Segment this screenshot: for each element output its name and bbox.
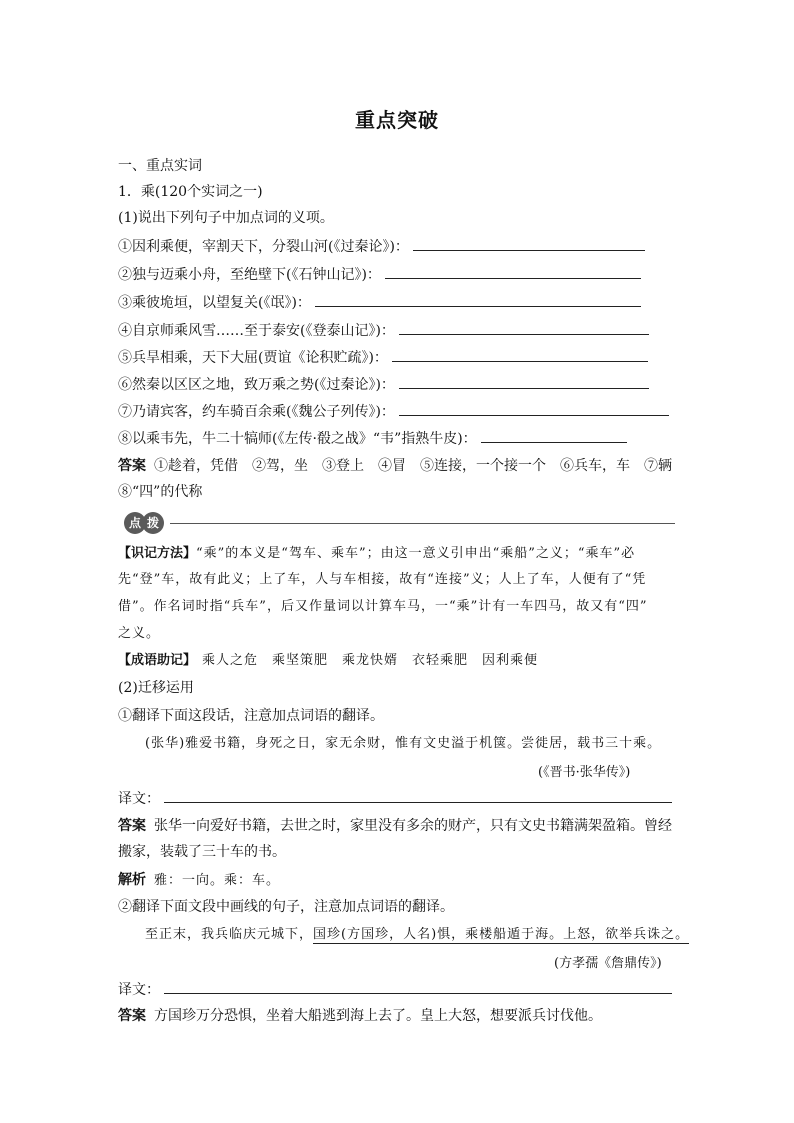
question-1-prompt: (1)说出下列句子中加点词的义项。 bbox=[118, 210, 334, 226]
underlined-sentence: 国珍(方国珍，人名)惧，乘楼船遁于海。上怒，欲举兵诛之。 bbox=[313, 927, 690, 942]
answer-label: 答案 bbox=[118, 1008, 146, 1024]
translation-1 bbox=[118, 788, 672, 809]
item-text: ①因利乘便，宰割天下，分裂山河(《过秦论》)： bbox=[118, 239, 409, 255]
answer-2 bbox=[118, 816, 672, 836]
answer-blank[interactable] bbox=[399, 320, 649, 335]
memory-line-4: 之义。 bbox=[118, 626, 161, 641]
translation-label: 译文： bbox=[118, 982, 160, 998]
answer-blank[interactable] bbox=[385, 264, 641, 279]
item-text: ⑧以乘韦先，牛二十犒师(《左传·殽之战》“韦”指熟牛皮)： bbox=[118, 431, 477, 447]
source-1: (《晋书·张华传》) bbox=[538, 765, 631, 780]
item-text: ⑦乃请宾客，约车骑百余乘(《魏公子列传》)： bbox=[118, 404, 395, 420]
item-text: ④自京师乘风雪……至于泰安(《登泰山记》)： bbox=[118, 323, 395, 339]
classical-text-2 bbox=[145, 925, 689, 945]
tip-badge-2: 拨 bbox=[142, 512, 164, 534]
idiom-label: 【成语助记】 bbox=[118, 653, 197, 668]
item-4 bbox=[118, 320, 649, 341]
analysis-label: 解析 bbox=[118, 872, 146, 888]
idiom-list: 乘人之危 乘坚策肥 乘龙快婿 衣轻乘肥 因利乘便 bbox=[202, 653, 539, 668]
question-2-prompt: (2)迁移运用 bbox=[118, 680, 194, 696]
answer-blank[interactable] bbox=[392, 347, 648, 362]
answer-blank[interactable] bbox=[413, 236, 645, 251]
item-5 bbox=[118, 347, 648, 368]
item-8 bbox=[118, 428, 627, 449]
translation-blank[interactable] bbox=[164, 979, 672, 994]
answer-1-cont: ⑧“四”的代称 bbox=[118, 484, 203, 500]
answer-blank[interactable] bbox=[399, 401, 669, 416]
item-3 bbox=[118, 292, 641, 313]
page-title: 重点突破 bbox=[355, 108, 439, 132]
memory-text: “乘”的本义是“驾车、乘车”；由这一意义引申出“乘船”之义；“乘车”必 bbox=[196, 546, 636, 561]
memory-line-2: 先“登”车，故有此义；上了车，人与车相接，故有“连接”义；人上了车，人便有了“凭 bbox=[118, 572, 647, 587]
answer-label: 答案 bbox=[118, 458, 146, 474]
item-2 bbox=[118, 264, 641, 285]
memory-label: 【识记方法】 bbox=[118, 546, 197, 561]
section-heading: 一、重点实词 bbox=[118, 158, 202, 174]
analysis bbox=[118, 870, 280, 891]
item-text: ②独与迈乘小舟，至绝壁下(《石钟山记》)： bbox=[118, 267, 381, 283]
answer-text: 方国珍万分恐惧，坐着大船逃到海上去了。皇上大怒，想要派兵讨伐他。 bbox=[154, 1008, 602, 1024]
divider bbox=[170, 523, 675, 524]
translate-2-prompt: ②翻译下面文段中画线的句子，注意加点词语的翻译。 bbox=[118, 899, 454, 915]
translation-label: 译文： bbox=[118, 791, 160, 807]
word-title: 1．乘(120个实词之一) bbox=[118, 184, 263, 200]
item-1 bbox=[118, 236, 645, 257]
answer-label: 答案 bbox=[118, 818, 146, 834]
answer-blank[interactable] bbox=[399, 374, 649, 389]
source-2: (方孝孺《詹鼎传》) bbox=[554, 956, 662, 971]
idiom-memory bbox=[118, 651, 538, 671]
translation-blank[interactable] bbox=[164, 788, 672, 803]
item-7 bbox=[118, 401, 669, 422]
translate-1-prompt: ①翻译下面这段话，注意加点词语的翻译。 bbox=[118, 708, 384, 724]
item-text: ③乘彼垝垣，以望复关(《氓》)： bbox=[118, 295, 311, 311]
item-text: ⑥然秦以区区之地，致万乘之势(《过秦论》)： bbox=[118, 377, 395, 393]
answer-blank[interactable] bbox=[481, 428, 627, 443]
analysis-text: 雅：一向。乘：车。 bbox=[154, 873, 281, 888]
tip-badge-1: 点 bbox=[124, 512, 146, 534]
item-6 bbox=[118, 374, 649, 395]
classical-text-1: (张华)雅爱书籍，身死之日，家无余财，惟有文史溢于机箧。尝徙居，载书三十乘。 bbox=[145, 736, 662, 751]
answer-1 bbox=[118, 456, 672, 476]
answer-text: ①趁着，凭借 ②驾，坐 ③登上 ④冒 ⑤连接，一个接一个 ⑥兵车，车 ⑦辆 bbox=[154, 458, 672, 474]
memory-method bbox=[118, 544, 635, 564]
classical-text-plain: 至正末，我兵临庆元城下， bbox=[145, 927, 314, 942]
answer-2-cont: 搬家，装载了三十车的书。 bbox=[118, 844, 286, 860]
answer-text: 张华一向爱好书籍，去世之时，家里没有多余的财产，只有文史书籍满架盈箱。曾经 bbox=[154, 818, 672, 834]
memory-line-3: 借”。作名词时指“兵车”，后又作量词以计算车马，一“乘”计有一车四马，故又有“四” bbox=[118, 599, 648, 614]
answer-3 bbox=[118, 1006, 602, 1026]
item-text: ⑤兵旱相乘，天下大屈(贾谊《论积贮疏》)： bbox=[118, 350, 388, 366]
answer-blank[interactable] bbox=[315, 292, 641, 307]
translation-2 bbox=[118, 979, 672, 1000]
